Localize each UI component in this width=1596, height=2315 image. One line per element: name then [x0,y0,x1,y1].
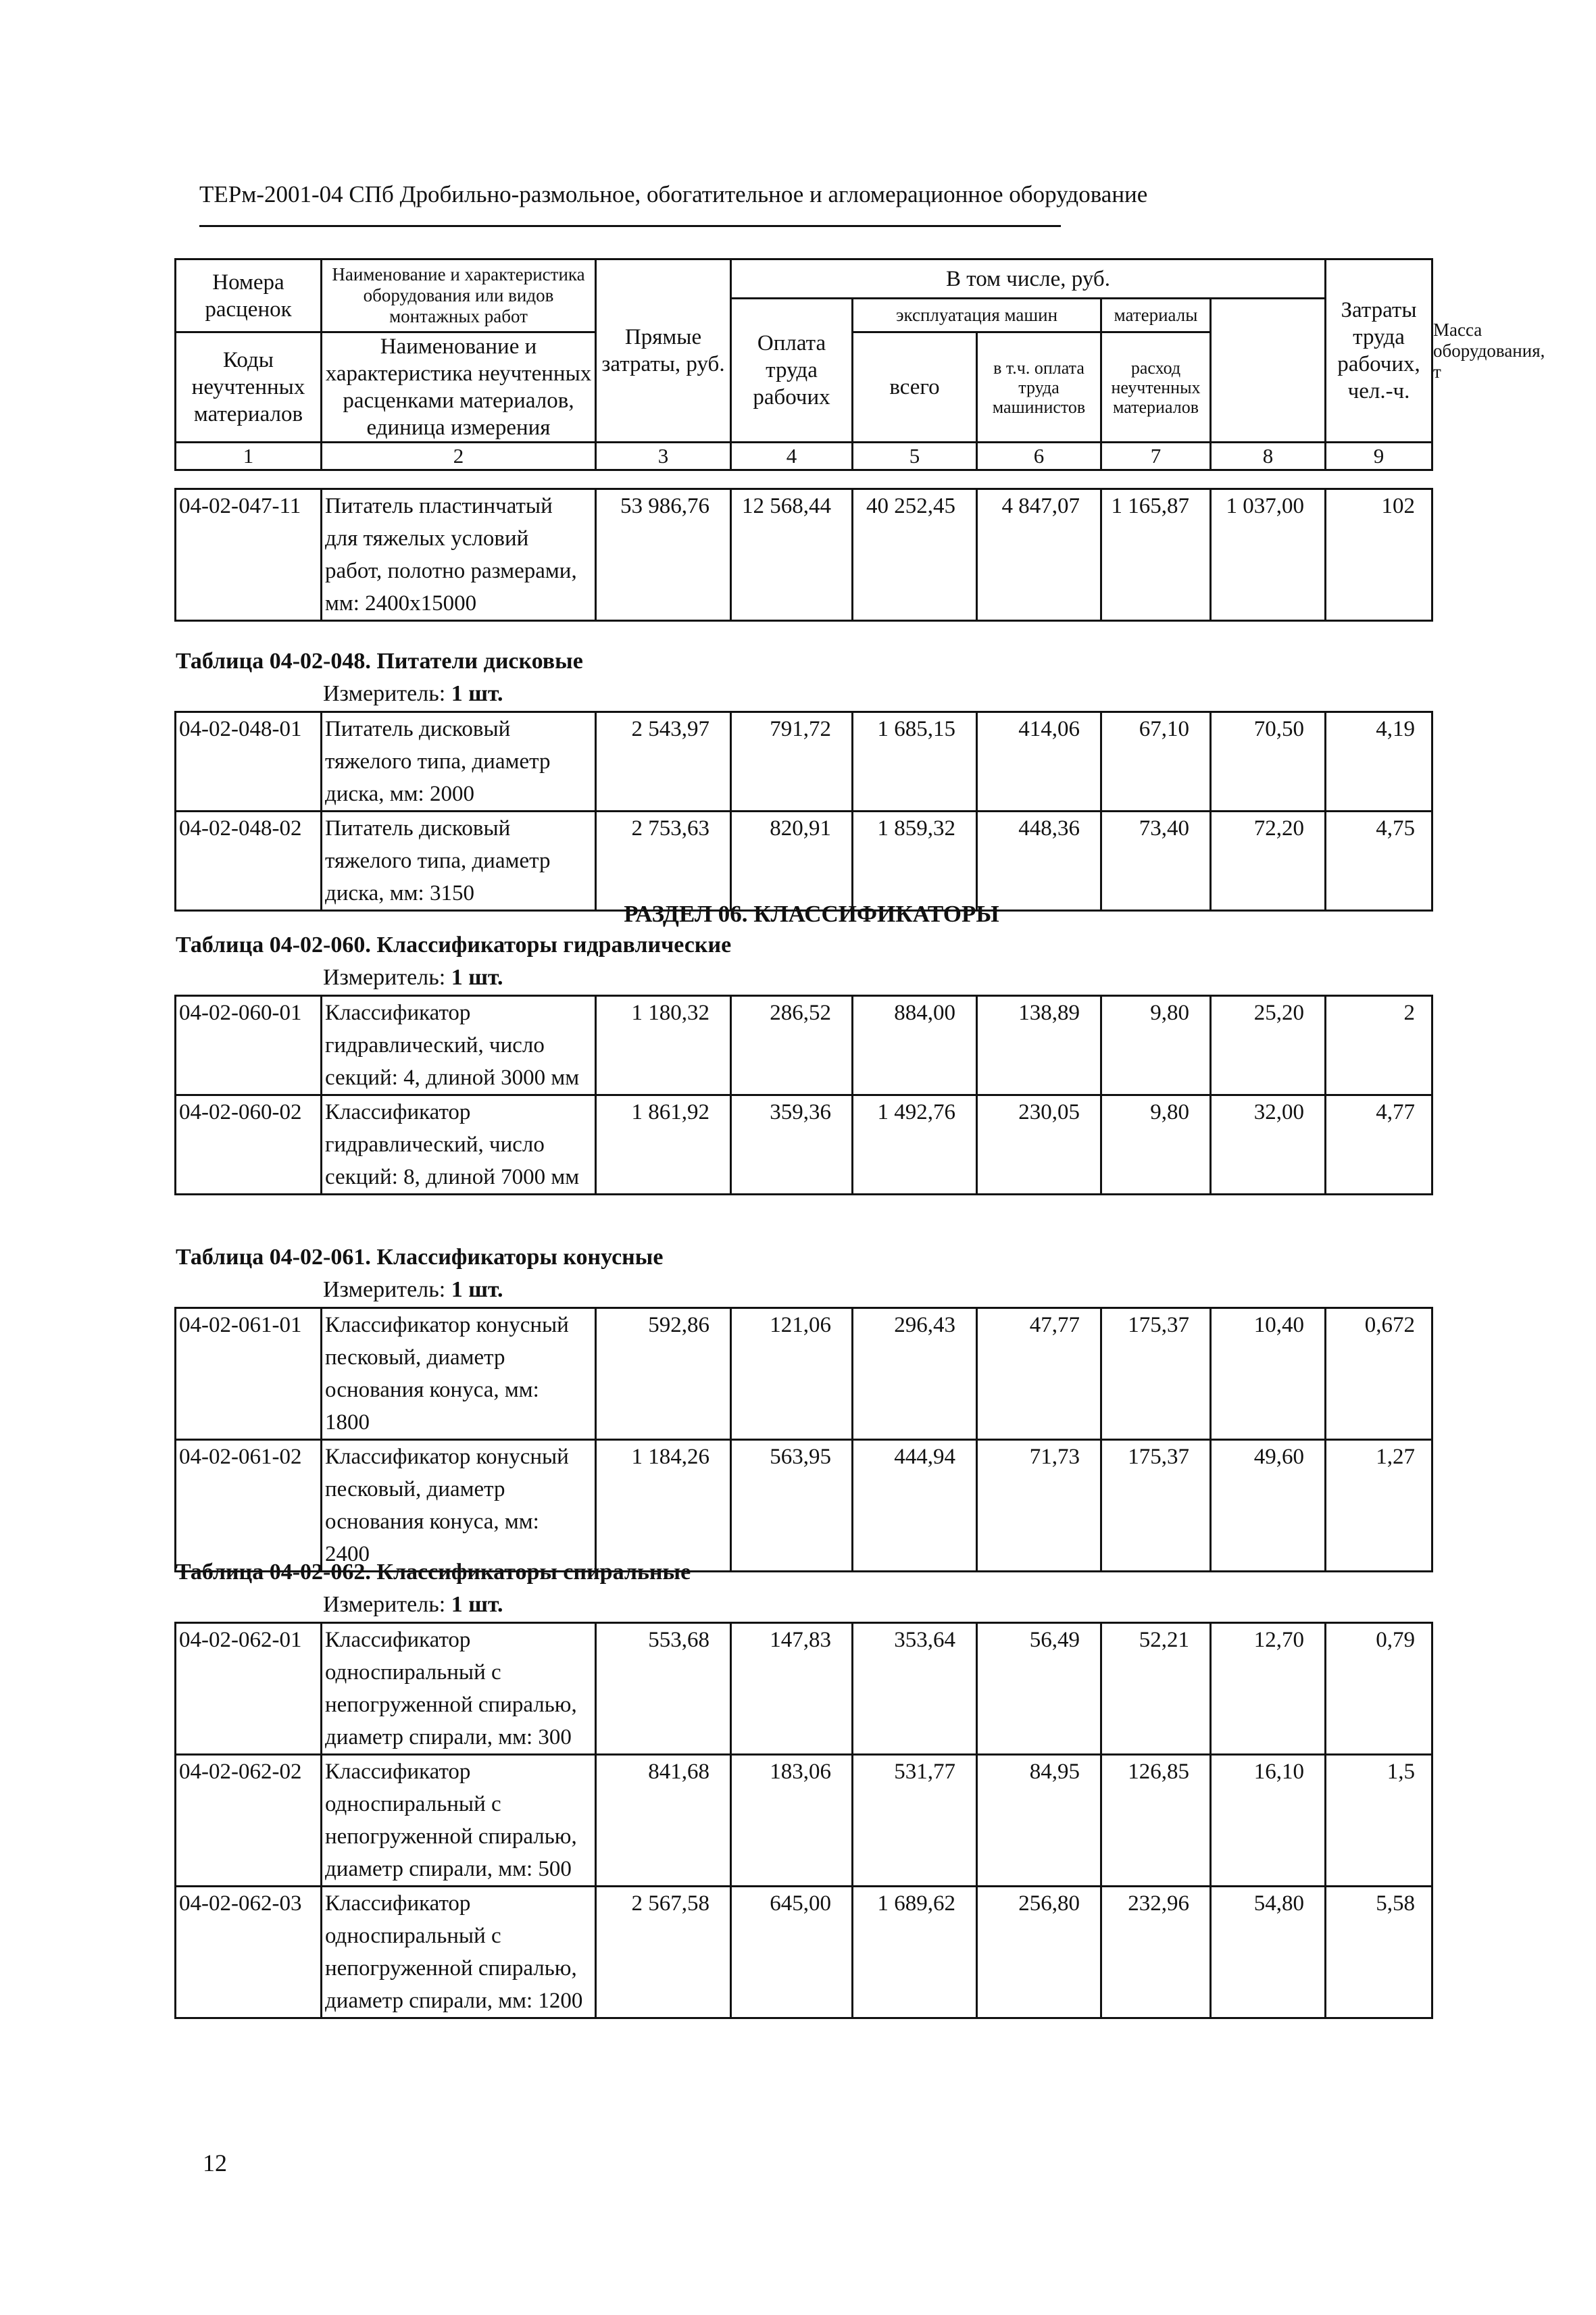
meter-061 [323,1277,503,1303]
direct-costs-cell: 1 184,26 [596,1440,731,1572]
mass-cell: 5,58 [1326,1887,1432,2018]
table-row [176,1755,1432,1887]
header-direct-costs: Прямые затраты, руб. [596,259,731,443]
rate-code: 04-02-060-02 [176,1095,322,1195]
machines-total-cell: 1 492,76 [853,1095,977,1195]
table-row [176,1440,1432,1572]
operators-pay-cell: 56,49 [977,1623,1101,1755]
header-machine-operation: эксплуатация машин [853,299,1101,332]
workers-pay-cell: 563,95 [731,1440,853,1572]
materials-cell: 232,96 [1101,1887,1211,2018]
header-material-names: Наименование и характеристика неучтенных расценками материалов, единица измерения [322,332,596,443]
labor-hours-cell: 10,40 [1211,1308,1326,1440]
table-caption-062: Таблица 04-02-062. Классификаторы спиральные [176,1560,691,1585]
meter-label: Измеритель: [323,965,446,990]
header-col-number: 3 [596,443,731,470]
rate-code: 04-02-048-01 [176,712,322,812]
workers-pay-cell: 820,91 [731,812,853,911]
header-labor-hours: Затраты труда рабочих, чел.-ч. [1326,259,1432,443]
labor-hours-cell: 54,80 [1211,1887,1326,2018]
rate-code: 04-02-060-01 [176,996,322,1095]
rates-table-047 [174,488,1433,622]
meter-062 [323,1592,503,1618]
rate-name: Питатель пластинчатый для тяжелых условий работ, полотно размерами, мм: 2400x15000 [322,489,596,621]
header-material-codes: Коды неучтенных материалов [176,332,322,443]
operators-pay-cell: 448,36 [977,812,1101,911]
meter-060 [323,965,503,991]
mass-cell: 0,672 [1326,1308,1432,1440]
meter-label: Измеритель: [323,1277,446,1302]
rate-code: 04-02-062-03 [176,1887,322,2018]
workers-pay-cell: 147,83 [731,1623,853,1755]
header-including-group: В том числе, руб. [731,259,1326,299]
table-row [176,1095,1432,1195]
labor-hours-cell: 49,60 [1211,1440,1326,1572]
machines-total-cell: 1 685,15 [853,712,977,812]
rate-name: Классификатор гидравлический, число секций: 8, длиной 7000 мм [322,1095,596,1195]
machines-total-cell: 296,43 [853,1308,977,1440]
labor-hours-cell: 16,10 [1211,1755,1326,1887]
labor-hours-cell: 72,20 [1211,812,1326,911]
rate-name: Классификатор конусный песковый, диаметр основания конуса, мм: 2400 [322,1440,596,1572]
machines-total-cell: 1 689,62 [853,1887,977,2018]
machines-total-cell: 884,00 [853,996,977,1095]
table-caption-048: Таблица 04-02-048. Питатели дисковые [176,649,583,674]
table-row [176,812,1432,911]
labor-hours-cell: 25,20 [1211,996,1326,1095]
rate-name: Классификатор конусный песковый, диаметр основания конуса, мм: 1800 [322,1308,596,1440]
direct-costs-cell: 841,68 [596,1755,731,1887]
operators-pay-cell: 138,89 [977,996,1101,1095]
header-col-number: 1 [176,443,322,470]
direct-costs-cell: 553,68 [596,1623,731,1755]
operators-pay-cell: 414,06 [977,712,1101,812]
rate-code: 04-02-048-02 [176,812,322,911]
materials-cell: 9,80 [1101,996,1211,1095]
workers-pay-cell: 645,00 [731,1887,853,2018]
mass-cell: 4,19 [1326,712,1432,812]
meter-value: 1 шт. [451,681,503,706]
header-col-number: 6 [977,443,1101,470]
mass-cell: 4,75 [1326,812,1432,911]
operators-pay-cell: 47,77 [977,1308,1101,1440]
rate-name: Классификатор односпиральный с непогруженной спиралью, диаметр спирали, мм: 300 [322,1623,596,1755]
meter-value: 1 шт. [451,965,503,990]
column-header-table: Номера расценок Наименование и характеристика оборудования или видов монтажных работ Прямые затраты, руб. В том числе, руб. Затраты труда рабочих, чел.-ч. Масса оборудования, т Оплата труда рабочих эксплуатация машин материалы Коды неучтенных материалов Наименование и характеристика неучтенных расценками материалов, единица измерения всего в т.ч. оплата труда машинистов расход неучтенных материалов 1 2 3 4 5 6 7 8 9 [174,258,1433,471]
document-header: ТЕРм-2001-04 СПб Дробильно-размольное, обогатительное и агломерационное оборудование [199,181,1148,207]
header-col-number: 8 [1211,443,1326,470]
materials-cell: 67,10 [1101,712,1211,812]
header-work-name: Наименование и характеристика оборудования или видов монтажных работ [322,259,596,332]
machines-total-cell: 1 859,32 [853,812,977,911]
header-rule [199,225,1061,227]
rate-code: 04-02-047-11 [176,489,322,621]
rate-name: Питатель дисковый тяжелого типа, диаметр диска, мм: 2000 [322,712,596,812]
mass-cell: 1,27 [1326,1440,1432,1572]
header-operators-pay: в т.ч. оплата труда машинистов [977,332,1101,443]
header-col-number: 4 [731,443,853,470]
materials-cell: 1 165,87 [1101,489,1211,621]
rate-name: Классификатор односпиральный с непогруженной спиралью, диаметр спирали, мм: 500 [322,1755,596,1887]
header-materials: материалы [1101,299,1211,332]
direct-costs-cell: 1 861,92 [596,1095,731,1195]
materials-cell: 52,21 [1101,1623,1211,1755]
rates-table-061 [174,1307,1433,1572]
section-title: РАЗДЕЛ 06. КЛАССИФИКАТОРЫ [624,901,999,927]
header-rate-numbers: Номера расценок [176,259,322,332]
rate-code: 04-02-062-02 [176,1755,322,1887]
operators-pay-cell: 71,73 [977,1440,1101,1572]
direct-costs-cell: 2 567,58 [596,1887,731,2018]
table-row [176,1623,1432,1755]
direct-costs-cell: 592,86 [596,1308,731,1440]
mass-cell: 4,77 [1326,1095,1432,1195]
header-col-number: 5 [853,443,977,470]
mass-cell: 0,79 [1326,1623,1432,1755]
machines-total-cell: 40 252,45 [853,489,977,621]
header-machines-total: всего [853,332,977,443]
mass-cell: 2 [1326,996,1432,1095]
workers-pay-cell: 121,06 [731,1308,853,1440]
meter-value: 1 шт. [451,1277,503,1302]
rates-table-048 [174,711,1433,912]
rate-name: Классификатор односпиральный с непогруженной спиралью, диаметр спирали, мм: 1200 [322,1887,596,2018]
operators-pay-cell: 230,05 [977,1095,1101,1195]
machines-total-cell: 531,77 [853,1755,977,1887]
direct-costs-cell: 53 986,76 [596,489,731,621]
direct-costs-cell: 1 180,32 [596,996,731,1095]
rates-table-062 [174,1622,1433,2019]
table-row [176,1887,1432,2018]
header-col-number: 7 [1101,443,1211,470]
header-workers-pay: Оплата труда рабочих [731,299,853,443]
operators-pay-cell: 4 847,07 [977,489,1101,621]
machines-total-cell: 444,94 [853,1440,977,1572]
meter-label: Измеритель: [323,1592,446,1617]
workers-pay-cell: 359,36 [731,1095,853,1195]
machines-total-cell: 353,64 [853,1623,977,1755]
labor-hours-cell: 12,70 [1211,1623,1326,1755]
materials-cell: 73,40 [1101,812,1211,911]
table-row [176,712,1432,812]
header-col-number: 9 [1326,443,1432,470]
table-row [176,996,1432,1095]
rate-name: Классификатор гидравлический, число секций: 4, длиной 3000 мм [322,996,596,1095]
rate-code: 04-02-061-02 [176,1440,322,1572]
direct-costs-cell: 2 543,97 [596,712,731,812]
materials-cell: 175,37 [1101,1308,1211,1440]
header-unaccounted-materials: расход неучтенных материалов [1101,332,1211,443]
direct-costs-cell: 2 753,63 [596,812,731,911]
mass-cell: 1,5 [1326,1755,1432,1887]
operators-pay-cell: 256,80 [977,1887,1101,2018]
labor-hours-cell: 1 037,00 [1211,489,1326,621]
meter-label: Измеритель: [323,681,446,706]
meter-048 [323,681,503,707]
page-number: 12 [203,2149,227,2176]
materials-cell: 9,80 [1101,1095,1211,1195]
table-row [176,489,1432,621]
workers-pay-cell: 183,06 [731,1755,853,1887]
table-caption-060: Таблица 04-02-060. Классификаторы гидравлические [176,932,732,957]
mass-cell: 102 [1326,489,1432,621]
meter-value: 1 шт. [451,1592,503,1617]
materials-cell: 175,37 [1101,1440,1211,1572]
rate-code: 04-02-062-01 [176,1623,322,1755]
table-caption-061: Таблица 04-02-061. Классификаторы конусные [176,1245,664,1270]
workers-pay-cell: 286,52 [731,996,853,1095]
rate-name: Питатель дисковый тяжелого типа, диаметр диска, мм: 3150 [322,812,596,911]
operators-pay-cell: 84,95 [977,1755,1101,1887]
workers-pay-cell: 791,72 [731,712,853,812]
rate-code: 04-02-061-01 [176,1308,322,1440]
workers-pay-cell: 12 568,44 [731,489,853,621]
rates-table-060 [174,995,1433,1195]
materials-cell: 126,85 [1101,1755,1211,1887]
header-col-number: 2 [322,443,596,470]
labor-hours-cell: 32,00 [1211,1095,1326,1195]
labor-hours-cell: 70,50 [1211,712,1326,812]
table-row [176,1308,1432,1440]
